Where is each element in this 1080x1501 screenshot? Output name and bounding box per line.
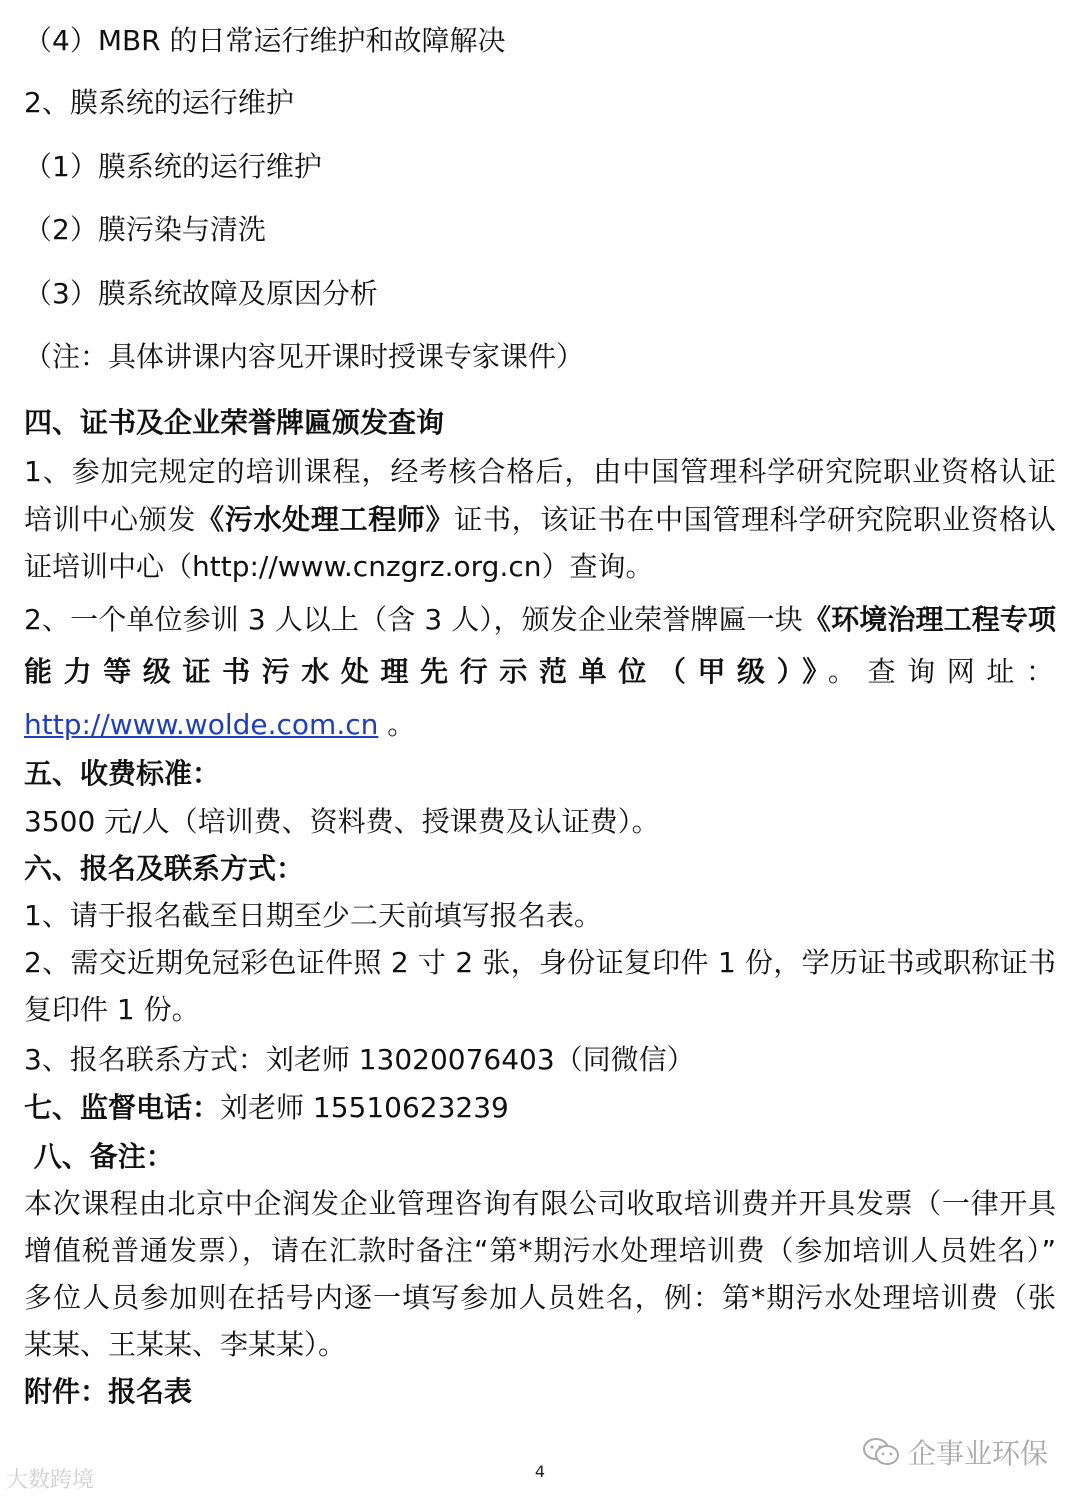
registration-contact: 3、报名联系方式：刘老师 13020076403（同微信） — [24, 1043, 695, 1076]
paragraph-certificate-line1: 1、参加完规定的培训课程，经考核合格后，由中国管理科学研究院职业资格认证 — [24, 455, 1056, 488]
remarks-line3: 多位人员参加则在括号内逐一填写参加人员姓名，例：第*期污水处理培训费（张 — [24, 1281, 1056, 1314]
fee-amount: 3500 元/人（培训费、资料费、授课费及认证费）。 — [24, 805, 660, 838]
remarks-line2: 增值税普通发票），请在汇款时备注“第*期污水处理培训费（参加培训人员姓名）” — [24, 1234, 1056, 1267]
section-heading-fees: 五、收费标准： — [24, 757, 221, 790]
text-segment: 。查询网址： — [827, 655, 1056, 688]
attachment-label: 附件：报名表 — [24, 1375, 193, 1408]
section-heading-remarks: 八、备注： — [24, 1140, 174, 1173]
registration-step-2-line1: 2、需交近期免冠彩色证件照 2 寸 2 张，身份证复印件 1 份，学历证书或职称证书 — [24, 946, 1056, 979]
watermark-right — [862, 1432, 1048, 1472]
wolde-website-link[interactable]: http://www.wolde.com.cn — [24, 708, 379, 741]
paragraph-certificate-line2 — [24, 503, 1056, 537]
list-item-membrane-fault: （3）膜系统故障及原因分析 — [24, 277, 378, 310]
text-segment: 培训中心颁发 — [24, 503, 197, 536]
paragraph-certificate-line3: 证培训中心（http://www.cnzgrz.org.cn）查询。 — [24, 550, 654, 583]
text-segment: 证书，该证书在中国管理科学研究院职业资格认 — [454, 503, 1056, 536]
section-heading-supervision: 七、监督电话： — [24, 1091, 221, 1124]
remarks-line1: 本次课程由北京中企润发企业管理咨询有限公司收取培训费并开具发票（一律开具 — [24, 1187, 1056, 1220]
page-number: 4 — [534, 1462, 546, 1481]
wechat-icon — [862, 1437, 900, 1467]
registration-step-1: 1、请于报名截至日期至少二天前填写报名表。 — [24, 899, 602, 932]
text-segment: 2、一个单位参训 3 人以上（含 3 人），颁发企业荣誉牌匾一块 — [24, 603, 803, 636]
supervision-phone — [24, 1091, 1056, 1125]
section-heading-registration: 六、报名及联系方式： — [24, 852, 305, 885]
note-course-content: （注：具体讲课内容见开课时授课专家课件） — [24, 340, 585, 373]
list-item-membrane-maintenance: （1）膜系统的运行维护 — [24, 150, 322, 183]
remarks-line4: 某某、王某某、李某某）。 — [24, 1328, 347, 1361]
plaque-name-part2: 能力等级证书污水处理先行示范单位（甲级）》 — [24, 655, 828, 688]
list-item-membrane-operation: 2、膜系统的运行维护 — [24, 86, 294, 119]
list-item-mbr-maintenance: （4）MBR 的日常运行维护和故障解决 — [24, 24, 506, 57]
paragraph-plaque-line2 — [24, 655, 1056, 689]
paragraph-plaque-line1 — [24, 603, 1056, 637]
text-segment: 。 — [378, 708, 416, 741]
supervision-phone-number: 刘老师 15510623239 — [220, 1091, 509, 1124]
registration-step-2-line2: 复印件 1 份。 — [24, 993, 200, 1026]
list-item-membrane-fouling: （2）膜污染与清洗 — [24, 213, 266, 246]
watermark-left: 大数跨境 — [6, 1468, 95, 1493]
paragraph-plaque-line3 — [24, 708, 1056, 742]
section-heading-certificate: 四、证书及企业荣誉牌匾颁发查询 — [24, 406, 445, 439]
watermark-right-text: 企事业环保 — [907, 1437, 1048, 1470]
certificate-name: 《污水处理工程师》 — [196, 503, 455, 536]
plaque-name-part1: 《环境治理工程专项 — [802, 603, 1056, 636]
